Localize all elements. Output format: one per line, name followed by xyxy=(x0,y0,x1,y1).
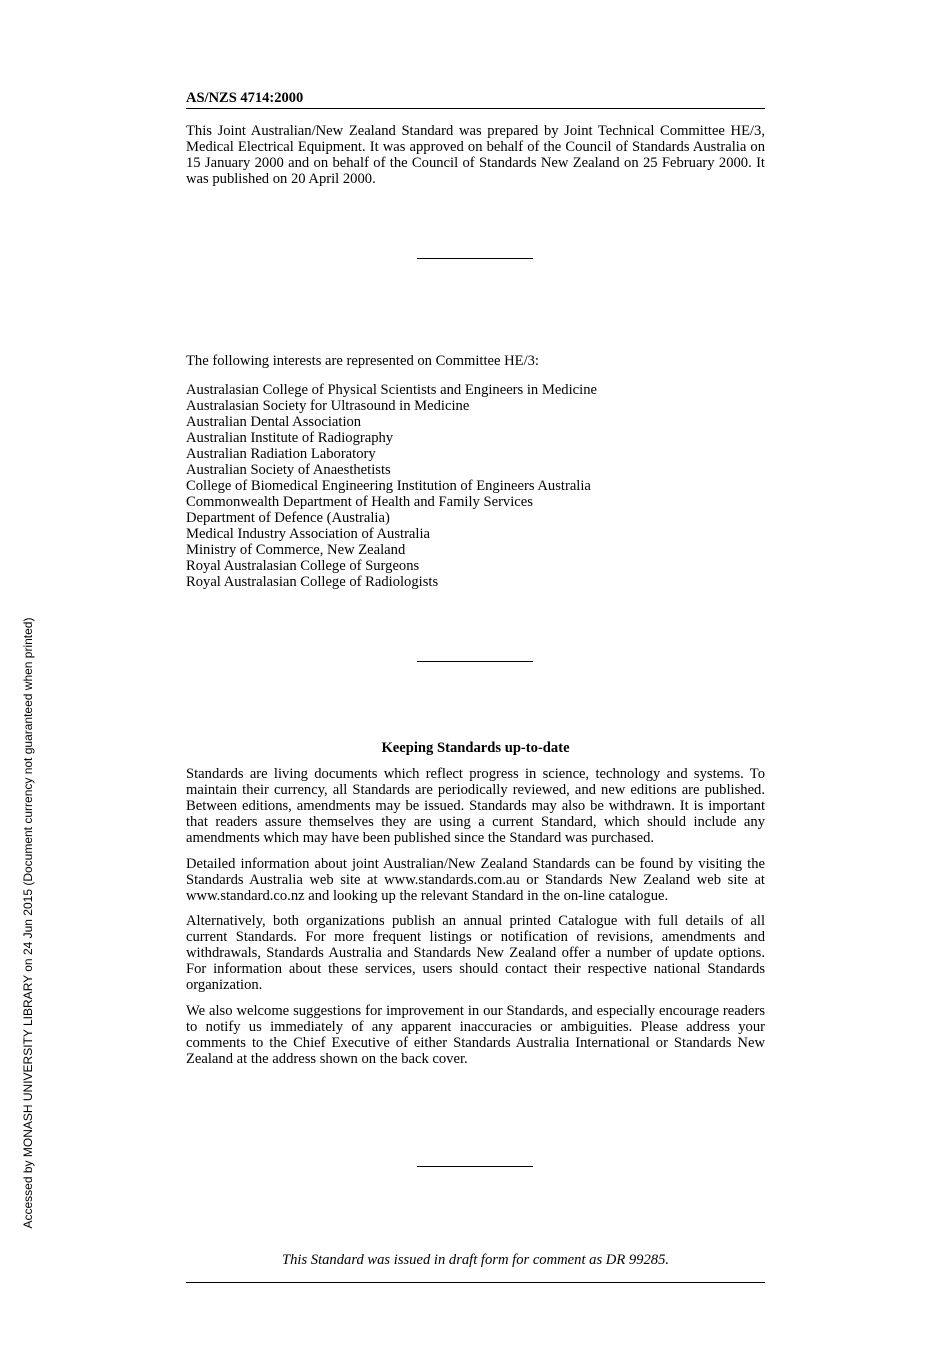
preparation-statement: This Joint Australian/New Zealand Standard was prepared by Joint Technical Committee HE/3, Medical Electrical Equipment. It was approved on behalf of the Council of Standards Australia on 15 January 2000 and on behalf of the Council of Standards New Zealand on 25 February 2000. It was published on 20 April 2000. xyxy=(186,123,765,187)
committee-member: Royal Australasian College of Surgeons xyxy=(186,558,420,574)
section-separator xyxy=(417,661,533,662)
committee-member: Australasian College of Physical Scientists and Engineers in Medicine xyxy=(186,382,597,398)
keeping-paragraph: Standards are living documents which reflect progress in science, technology and systems. To maintain their currency, all Standards are periodically reviewed, and new editions are published. Between editions, amendments may be issued. Standards may also be withdrawn. It is important that readers assure themselves they are using a current Standard, which should include any amendments which may have been published since the Standard was purchased. xyxy=(186,766,765,846)
committee-member: Australian Radiation Laboratory xyxy=(186,446,376,462)
keeping-paragraph: Alternatively, both organizations publish an annual printed Catalogue with full details of all current Standards. For more frequent listings or notification of revisions, amendments and withdrawals, Standards Australia and Standards New Zealand offer a number of update options. For information about these services, users should contact their respective national Standards organization. xyxy=(186,913,765,993)
access-watermark-text: Accessed by MONASH UNIVERSITY LIBRARY on 24 Jun 2015 (Document currency not guaranteed when printed) xyxy=(21,617,35,1229)
standard-id: AS/NZS 4714:2000 xyxy=(186,90,304,106)
committee-member: Australasian Society for Ultrasound in Medicine xyxy=(186,398,470,414)
keeping-standards-heading: Keeping Standards up-to-date xyxy=(381,740,570,756)
footer-rule xyxy=(186,1282,765,1283)
committee-member: Australian Dental Association xyxy=(186,414,362,430)
keeping-paragraph: We also welcome suggestions for improvement in our Standards, and especially encourage readers to notify us immediately of any apparent inaccuracies or ambiguities. Please address your comments to the Chief Executive of either Standards Australia International or Standards New Zealand at the address shown on the back cover. xyxy=(186,1002,765,1067)
section-separator xyxy=(417,258,533,259)
header-rule xyxy=(186,108,765,109)
committee-member: Australian Institute of Radiography xyxy=(186,430,394,446)
committee-member: College of Biomedical Engineering Institution of Engineers Australia xyxy=(186,478,591,494)
committee-member: Commonwealth Department of Health and Family Services xyxy=(186,494,533,510)
keeping-standards-body xyxy=(186,766,765,1076)
committee-member: Medical Industry Association of Australia xyxy=(186,526,430,542)
committee-member: Department of Defence (Australia) xyxy=(186,510,390,526)
committee-member: Royal Australasian College of Radiologists xyxy=(186,574,439,590)
committee-intro: The following interests are represented on Committee HE/3: xyxy=(186,353,539,369)
keeping-paragraph: Detailed information about joint Australian/New Zealand Standards can be found by visiting the Standards Australia web site at www.standards.com.au or Standards New Zealand web site at www.standard.co.nz and looking up the relevant Standard in the on-line catalogue. xyxy=(186,855,765,904)
section-separator xyxy=(417,1166,533,1167)
draft-note: This Standard was issued in draft form for comment as DR 99285. xyxy=(281,1252,670,1268)
committee-member: Ministry of Commerce, New Zealand xyxy=(186,542,406,558)
committee-member-list xyxy=(186,382,597,590)
committee-member: Australian Society of Anaesthetists xyxy=(186,462,391,478)
